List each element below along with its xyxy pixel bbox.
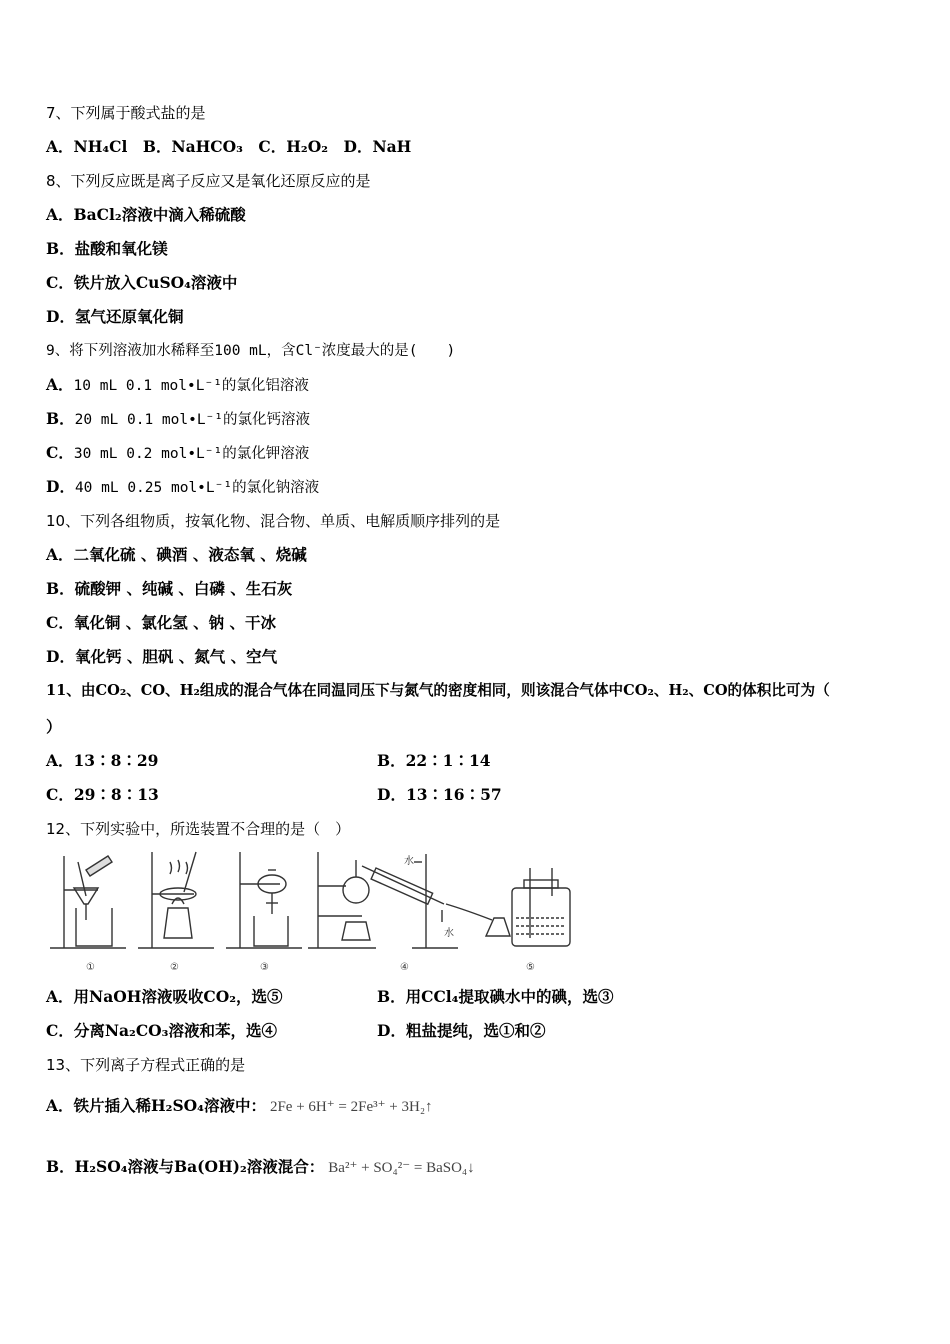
apparatus-separatory-funnel — [226, 852, 302, 948]
option-text: 盐酸和氧化镁 — [74, 239, 168, 258]
equation-a: 2Fe + 6H⁺ = 2Fe³⁺ + 3H₂↑ — [269, 1099, 433, 1115]
option-label: D． — [377, 1021, 406, 1040]
q10-option-b — [46, 579, 292, 599]
option-text: 铁片放入CuSO₄溶液中 — [73, 273, 238, 292]
option-text: BaCl₂溶液中滴入稀硫酸 — [73, 205, 246, 224]
option-text: 粗盐提纯，选①和② — [405, 1021, 546, 1040]
option-label: D． — [46, 307, 75, 326]
option-text: 氧化钙 、胆矾 、氮气 、空气 — [74, 647, 278, 666]
q11-stem-end: ） — [46, 717, 62, 736]
option-label: A． — [46, 205, 74, 224]
option-label: A． — [46, 545, 74, 564]
figure-label-3: ③ — [260, 962, 269, 973]
q9-option-a — [46, 375, 309, 396]
q12-option-c — [46, 1021, 277, 1041]
option-text: 铁片插入稀H₂SO₄溶液中： — [73, 1096, 266, 1115]
apparatus-gas-washing-bottle — [512, 868, 570, 946]
q11-option-b: B．22∶1∶14 — [377, 751, 491, 770]
option-label: A． — [46, 987, 74, 1006]
q13-option-a — [46, 1096, 433, 1117]
option-label: C． — [46, 273, 74, 292]
q8-option-c — [46, 273, 237, 293]
q9-option-d — [46, 477, 319, 498]
q8-option-d — [46, 307, 183, 327]
q8-stem: 8、下列反应既是离子反应又是氧化还原反应的是 — [46, 172, 371, 190]
option-text: 用CCl₄提取碘水中的碘，选③ — [405, 987, 614, 1006]
option-text: 30 mL 0.2 mol•L⁻¹的氯化钾溶液 — [73, 446, 310, 462]
option-text: H₂SO₄溶液与Ba(OH)₂溶液混合： — [74, 1157, 325, 1176]
q10-option-a — [46, 545, 307, 565]
q11-option-a: A．13∶8∶29 — [46, 751, 159, 770]
q8-option-b — [46, 239, 168, 259]
figure-water-bottom: 水 — [444, 928, 454, 939]
option-text: 40 mL 0.25 mol•L⁻¹的氯化钠溶液 — [74, 480, 320, 496]
option-text: 10 mL 0.1 mol•L⁻¹的氯化铝溶液 — [73, 378, 309, 394]
q8-option-a — [46, 205, 246, 225]
option-label: B． — [377, 987, 406, 1006]
lab-apparatus-figure — [46, 848, 586, 978]
figure-label-2: ② — [170, 962, 179, 973]
option-text: 用NaOH溶液吸收CO₂，选⑤ — [73, 987, 283, 1006]
option-text: 分离Na₂CO₃溶液和苯，选④ — [73, 1021, 277, 1040]
figure-water-top: 水 — [404, 856, 414, 867]
q13-stem: 13、下列离子方程式正确的是 — [46, 1056, 246, 1074]
figure-label-1: ① — [86, 962, 95, 973]
option-text: 硫酸钾 、纯碱 、白磷 、生石灰 — [74, 579, 293, 598]
q10-option-c — [46, 613, 276, 633]
q12-option-b — [377, 987, 613, 1007]
option-label: B． — [46, 1157, 75, 1176]
option-label: C． — [46, 443, 74, 462]
equation-b: Ba²⁺ + SO₄²⁻ = BaSO₄↓ — [328, 1160, 475, 1176]
option-label: D． — [46, 477, 75, 496]
apparatus-evaporation — [138, 852, 214, 948]
q7-stem: 7、下列属于酸式盐的是 — [46, 104, 206, 122]
q10-stem: 10、下列各组物质，按氧化物、混合物、单质、电解质顺序排列的是 — [46, 512, 501, 530]
q12-option-d — [377, 1021, 545, 1041]
q11-option-d: D．13∶16∶57 — [377, 785, 502, 804]
q12-stem: 12、下列实验中，所选装置不合理的是（ ） — [46, 820, 351, 838]
q10-option-d — [46, 647, 277, 667]
q11-option-c: C．29∶8∶13 — [46, 785, 159, 804]
q7-options: A．NH₄Cl B．NaHCO₃ C．H₂O₂ D．NaH — [46, 137, 412, 156]
option-label: B． — [46, 409, 75, 428]
q12-option-a — [46, 987, 283, 1007]
q9-option-b — [46, 409, 310, 430]
apparatus-filtration — [50, 856, 126, 948]
option-label: B． — [46, 579, 75, 598]
q9-stem: 9、将下列溶液加水稀释至100 mL，含Cl⁻浓度最大的是( ) — [46, 343, 456, 359]
q11-stem: 11、由CO₂、CO、H₂组成的混合气体在同温同压下与氮气的密度相同，则该混合气体中CO₂、H₂、CO的体积比可为（ — [46, 682, 830, 699]
option-label: D． — [46, 647, 75, 666]
option-label: C． — [46, 1021, 74, 1040]
option-text: 氧化铜 、氯化氢 、钠 、干冰 — [73, 613, 277, 632]
option-text: 氢气还原氧化铜 — [74, 307, 184, 326]
q13-option-b — [46, 1157, 475, 1178]
figure-label-4: ④ — [400, 962, 409, 973]
option-label: C． — [46, 613, 74, 632]
option-label: A． — [46, 1096, 74, 1115]
figure-label-5: ⑤ — [526, 962, 535, 973]
option-label: A． — [46, 375, 74, 394]
q9-option-c — [46, 443, 309, 464]
option-text: 二氧化硫 、碘酒 、液态氧 、烧碱 — [73, 545, 307, 564]
option-label: B． — [46, 239, 75, 258]
option-text: 20 mL 0.1 mol•L⁻¹的氯化钙溶液 — [74, 412, 311, 428]
